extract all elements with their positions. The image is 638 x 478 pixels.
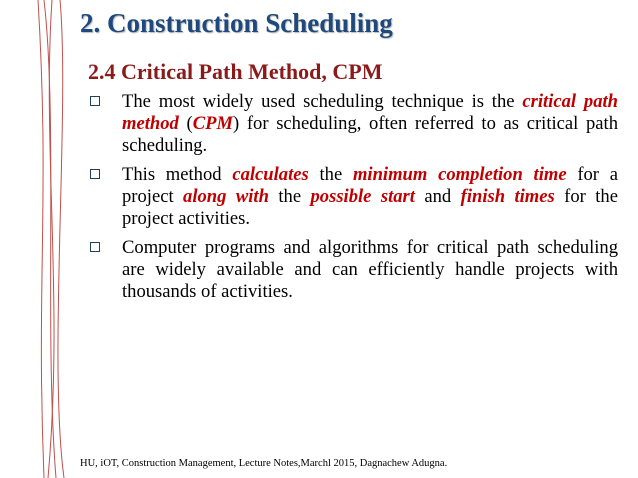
square-bullet-icon	[90, 96, 101, 107]
emphasis-text: critical path method	[122, 91, 618, 134]
section-heading: 2.4 Critical Path Method, CPM	[88, 59, 383, 84]
bullet-text: the	[268, 186, 311, 207]
footer-credit: HU, iOT, Construction Management, Lecture Notes,Marchl 2015, Dagnachew Adugna.	[80, 458, 448, 469]
bullet-text: for a project	[122, 164, 618, 207]
square-bullet-icon	[90, 169, 101, 180]
bullet-text: Computer programs and algorithms for critical path scheduling are widely available and can efficiently handle projects with thousands of activities.	[122, 237, 618, 302]
bullet-list	[80, 91, 618, 310]
emphasis-text: CPM	[192, 113, 233, 134]
bullet-item	[80, 237, 618, 303]
emphasis-text: along with	[183, 186, 269, 207]
bullet-text: This method	[122, 164, 233, 185]
emphasis-text: finish times	[460, 186, 555, 207]
bullet-text: for the project activities.	[122, 186, 618, 229]
bullet-text: (	[178, 113, 193, 134]
emphasis-text: minimum completion time	[352, 164, 567, 185]
bullet-text: ) for scheduling, often referred to as critical path scheduling.	[122, 113, 618, 156]
emphasis-text: calculates	[232, 164, 309, 185]
bullet-item	[80, 164, 618, 230]
bullet-text: The most widely used scheduling technique is the	[122, 91, 523, 112]
bullet-text: the	[308, 164, 353, 185]
square-bullet-icon	[90, 242, 101, 253]
bullet-text: and	[414, 186, 461, 207]
emphasis-text: possible start	[310, 186, 415, 207]
slide-title: 2. Construction Scheduling	[80, 8, 393, 38]
bullet-item	[80, 91, 618, 157]
